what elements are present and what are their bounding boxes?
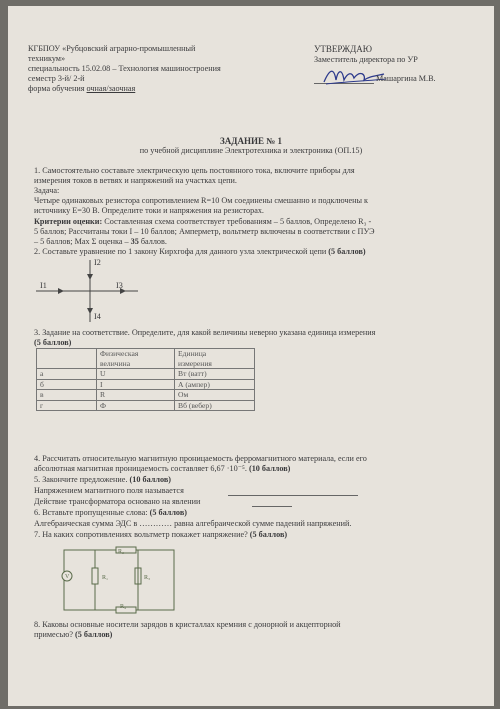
- table-row: [37, 379, 255, 390]
- label-voltmeter: V: [65, 574, 70, 580]
- approve-label: УТВЕРЖДАЮ: [314, 44, 373, 54]
- document-page: [8, 6, 494, 706]
- table-cell: R: [97, 390, 175, 401]
- node-label-i1: I1: [40, 281, 47, 290]
- task1-criteria-3: [34, 237, 167, 247]
- task2-points: (5 баллов): [328, 247, 366, 256]
- arrow-i1-icon: [58, 288, 64, 294]
- task6-line-1: Алгебраическая сумма ЭДС в ………… равна алгебраической сумме падений напряжений.: [34, 519, 352, 528]
- task1-line-1: 1. Самостоятельно составьте электрическую цепь постоянного тока, включите приборы для: [34, 166, 355, 175]
- units-table: [36, 348, 255, 411]
- table-cell: а: [37, 369, 97, 380]
- task5-line-1: Напряжением магнитного поля называется: [34, 486, 184, 495]
- table-cell: б: [37, 379, 97, 390]
- task4-line-2: [34, 464, 290, 474]
- deputy-line: Заместитель директора по УР: [314, 55, 418, 64]
- assignment-subtitle: по учебной дисциплине Электротехника и электроника (ОП.15): [139, 146, 363, 155]
- node-label-i4: I4: [94, 312, 101, 321]
- task4-points: (10 баллов): [248, 464, 291, 473]
- task5-line-2: Действие трансформатора основано на явлении: [34, 497, 201, 506]
- task1-line-3: Четыре одинаковых резистора сопротивлением R=10 Ом соединены смешанно и подключены к: [34, 196, 369, 205]
- table-cell: Вт (ватт): [175, 369, 255, 380]
- table-row: [37, 400, 255, 411]
- org-line-2: техникум»: [28, 54, 66, 63]
- arrow-i4-icon: [87, 308, 93, 314]
- table-row: [37, 369, 255, 380]
- task2-question: 2. Составьте уравнение по 1 закону Кирхгофа для данного узла электрической цепи: [34, 247, 329, 256]
- specialty-line: специальность 15.02.08 – Технология машиностроения: [28, 64, 221, 73]
- task8-line-1: 8. Каковы основные носители зарядов в кристаллах кремния с донорной и акцепторной: [34, 620, 341, 629]
- table-cell: Ф: [97, 400, 175, 411]
- assignment-heading: ЗАДАНИЕ № 1: [220, 136, 282, 146]
- answer-blank-1: [228, 495, 358, 496]
- node-label-i3: I3: [116, 281, 123, 290]
- task1-criteria-2: 5 баллов; Рассчитаны токи I – 10 баллов; Амперметр, вольтметр включены в соответствии с ПУЭ: [34, 227, 375, 236]
- task8-line-2: [34, 630, 112, 640]
- label-r4: R₄: [120, 604, 127, 610]
- task3-points: (5 баллов): [34, 338, 72, 347]
- task7-points: (5 баллов): [249, 530, 288, 539]
- node-label-i2: I2: [94, 258, 101, 267]
- task1-task-label: Задача:: [34, 186, 60, 195]
- table-row: [37, 390, 255, 401]
- study-form-line: [28, 84, 135, 94]
- semester-line: семестр 3-й/ 2-й: [28, 74, 85, 83]
- table-cell: г: [37, 400, 97, 411]
- task1-line-2: измерения токов в ветвях и напряжений на участках цепи.: [34, 176, 237, 185]
- task8-question: примесью?: [34, 630, 76, 639]
- task1-criteria-1: [34, 217, 371, 227]
- task1-line-4: источнику Е=30 В. Определите токи и напряжения на резисторах.: [34, 206, 264, 215]
- criteria-text: Составленная схема соответствует требованиям – 5 баллов, Определено R₃ -: [102, 217, 372, 226]
- kirchhoff-node-diagram: [28, 258, 148, 328]
- task7-text: [34, 530, 287, 540]
- task5-question: 5. Закончите предложение.: [34, 475, 130, 484]
- table-header-row: [37, 349, 255, 369]
- criteria-label: Критерии оценки:: [34, 217, 103, 226]
- table-cell: Вб (вебер): [175, 400, 255, 411]
- study-form-label: форма обучения: [28, 84, 85, 93]
- table-cell: в: [37, 390, 97, 401]
- task8-points: (5 баллов): [75, 630, 113, 639]
- table-cell: Ом: [175, 390, 255, 401]
- task2-text: [34, 247, 366, 257]
- criteria-max-label: – 5 баллов; Max Σ оценка –: [34, 237, 131, 246]
- table-header-cell: [37, 349, 97, 369]
- answer-blank-2: [252, 506, 292, 507]
- resistor-r1: [92, 568, 98, 584]
- criteria-max-value: 35: [130, 237, 139, 246]
- task3-text: 3. Задание на соответствие. Определите, для какой величины неверно указана единица измерения: [34, 328, 376, 337]
- task4-line-1: 4. Рассчитать относительную магнитную проницаемость ферромагнитного материала, если его: [34, 454, 367, 463]
- task6-question: 6. Вставьте пропущенные слова:: [34, 508, 150, 517]
- arrow-i2-icon: [87, 274, 93, 280]
- label-r3: R₃: [144, 575, 151, 581]
- task6-text: [34, 508, 187, 518]
- task4-question: абсолютная магнитная проницаемость составляет 6,67 ·10⁻⁵.: [34, 464, 249, 473]
- task7-question: 7. На каких сопротивлениях вольтметр покажет напряжение?: [34, 530, 250, 539]
- table-header-cell: Единица измерения: [175, 349, 255, 369]
- table-header-cell: Физическая величина: [97, 349, 175, 369]
- task5-points: (10 баллов): [129, 475, 171, 484]
- table-cell: I: [97, 379, 175, 390]
- table-cell: А (ампер): [175, 379, 255, 390]
- task6-points: (5 баллов): [149, 508, 187, 517]
- label-r2: R₂: [118, 549, 125, 555]
- task5-text: [34, 475, 171, 485]
- org-line-1: КГБПОУ «Рубцовский аграрно-промышленный: [28, 44, 196, 53]
- study-form-value: очная/заочная: [86, 84, 136, 93]
- signer-name: Машаргина М.В.: [376, 74, 436, 83]
- criteria-max-unit: баллов.: [138, 237, 167, 246]
- label-r1: R₁: [102, 575, 109, 581]
- table-cell: U: [97, 369, 175, 380]
